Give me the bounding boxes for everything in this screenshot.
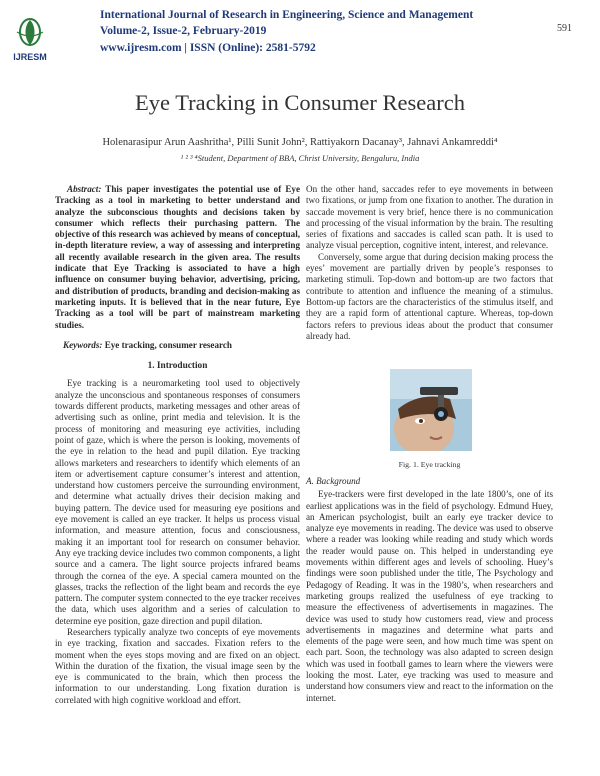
abstract — [55, 184, 300, 331]
journal-name: International Journal of Research in Engineering, Science and Management — [100, 9, 474, 21]
journal-website: www.ijresm.com | ISSN (Online): 2581-5792 — [100, 42, 316, 54]
background-paragraph-1: Eye-trackers were first developed in the late 1800’s, one of its earliest applications was in the field of psychology. Edmund Huey, an American psychologist, built an early eye tracker device to analyze eye movements in reading. The device was used to observe where a reader was looking while reading and study which words the reader would pause on. This helped in understanding eye movements within different ages and levels of schooling. Huey’s findings were soon published under the title, The Psychology and Pedagogy of Reading. It was in the 1980’s, when researchers and marketing groups realized the usefulness of eye tracking to measure the effectiveness of advertisements in magazines. The device was used to study how customers read, view and process advertisements in magazines and determine what parts and elements of the page were seen, and how much time was spent on each part. Soon, the technology was also adapted to screen design which was used in football games to learn where the viewers were looking the most. Later, eye tracking was used to measure and understand how consumers view and react to the information on the internet. — [306, 489, 553, 703]
page-number: 591 — [557, 23, 572, 34]
eye-tracking-figure — [390, 369, 472, 451]
journal-logo — [11, 14, 49, 64]
right-column — [306, 184, 553, 342]
journal-header — [0, 0, 600, 75]
author-list: Holenarasipur Arun Aashritha¹, Pilli Sunit John², Rattiyakorn Dacanay³, Jahnavi Ankamreddi⁴ — [102, 137, 498, 148]
intro-paragraph-1: Eye tracking is a neuromarketing tool used to objectively analyze the unconscious and spontaneous responses of consumers towards different products, marketing messages and other areas of advertising such as online, print media and television. It is the process of monitoring and measuring eye activities, including point of gaze, which is where the person is looking, movements of the eye in relation to the head and pupil dilation. Eye tracking allows marketers and researchers to identify which elements of an item or advertisement capture consumer’s interest and attention, understand how customers perceive the surrounding environment, and determine what actually drives their decision making and buying pattern. The device used for measuring eye positions and eye movement is called an eye tracker. It helps us process visual information, and measure attention, focus and consciousness, making it an important tool for research on consumer behavior. Any eye tracking device includes two common components, a light source and a camera. The light source projects infrared beams through the cornea of the eye. A special camera mounted on the glasses, tracks the reflection of the light beam and records the eye pattern. The computer system connected to the eye tracker receives the data, which uses algorithm and a series of calculation to determine eye position, gaze direction and pupil dilation. — [55, 378, 300, 626]
keywords-label: Keywords: — [63, 339, 103, 350]
right-column-lower — [306, 474, 553, 704]
abstract-label: Abstract: — [67, 184, 102, 194]
intro-paragraph-3: On the other hand, saccades refer to eye movements in between two fixations, or jump from one fixation to another. The duration in saccade movement is very brief, hence there is no communication and processing of the visual information by the brain. The resulting series of fixations and saccades is called scan path. It is used to analyze visual perception, cognitive intent, interest, and relevance. — [306, 184, 553, 251]
logo-text: IJRESM — [13, 52, 47, 62]
keywords-text: Eye tracking, consumer research — [104, 339, 232, 350]
section-heading-introduction: 1. Introduction — [147, 361, 208, 372]
subsection-heading-background: A. Background — [306, 476, 361, 486]
author-affiliation: ¹ ² ³ ⁴Student, Department of BBA, Christ University, Bengaluru, India — [180, 153, 420, 163]
journal-volume: Volume-2, Issue-2, February-2019 — [100, 25, 267, 37]
intro-paragraph-2: Researchers typically analyze two concepts of eye movements in eye tracking, fixation and saccades. Fixation refers to the moment when the eyes stops moving and are fixed on an object. Within the duration of the fixation, the visual image seen by the eye is communicated to the brain, which then process the information to our understanding. Long fixation duration is correlated with high cognitive workload and effort. — [55, 626, 300, 705]
left-column — [55, 184, 300, 706]
figure-caption: Fig. 1. Eye tracking — [398, 460, 461, 469]
abstract-text: This paper investigates the potential use of Eye Tracking as a tool in marketing to better understand and analyze the subconscious thoughts and decisions taken by consumer which reflects their purchasing pattern. The objective of this research was achieved by means of conceptual, in-depth literature review, a way of assessing and interpreting all recently available research in the given area. The results indicate that Eye Tracking is associated to have a high influence on consumer buying behavior, advertising, pricing, and distribution of products, branding and decision-making as marketing inputs. It is believed that in the near future, Eye Tracking as a tool will be part of mainstream marketing studies. — [55, 184, 301, 330]
keywords — [55, 340, 300, 351]
intro-paragraph-4: Conversely, some argue that during decision making process the eyes’ movement are partially driven by people’s responses to marketing stimuli. Top-down and bottom-up are two factors that contribute to attention and influence the meaning of a stimulus. Bottom-up factors are the characteristics of the stimulus itself, and they are a rapid form of attentional capture. Whereas, top-down factors refers to previous ideas about the product that consumer already had. — [306, 251, 553, 341]
paper-title: Eye Tracking in Consumer Research — [135, 90, 465, 115]
